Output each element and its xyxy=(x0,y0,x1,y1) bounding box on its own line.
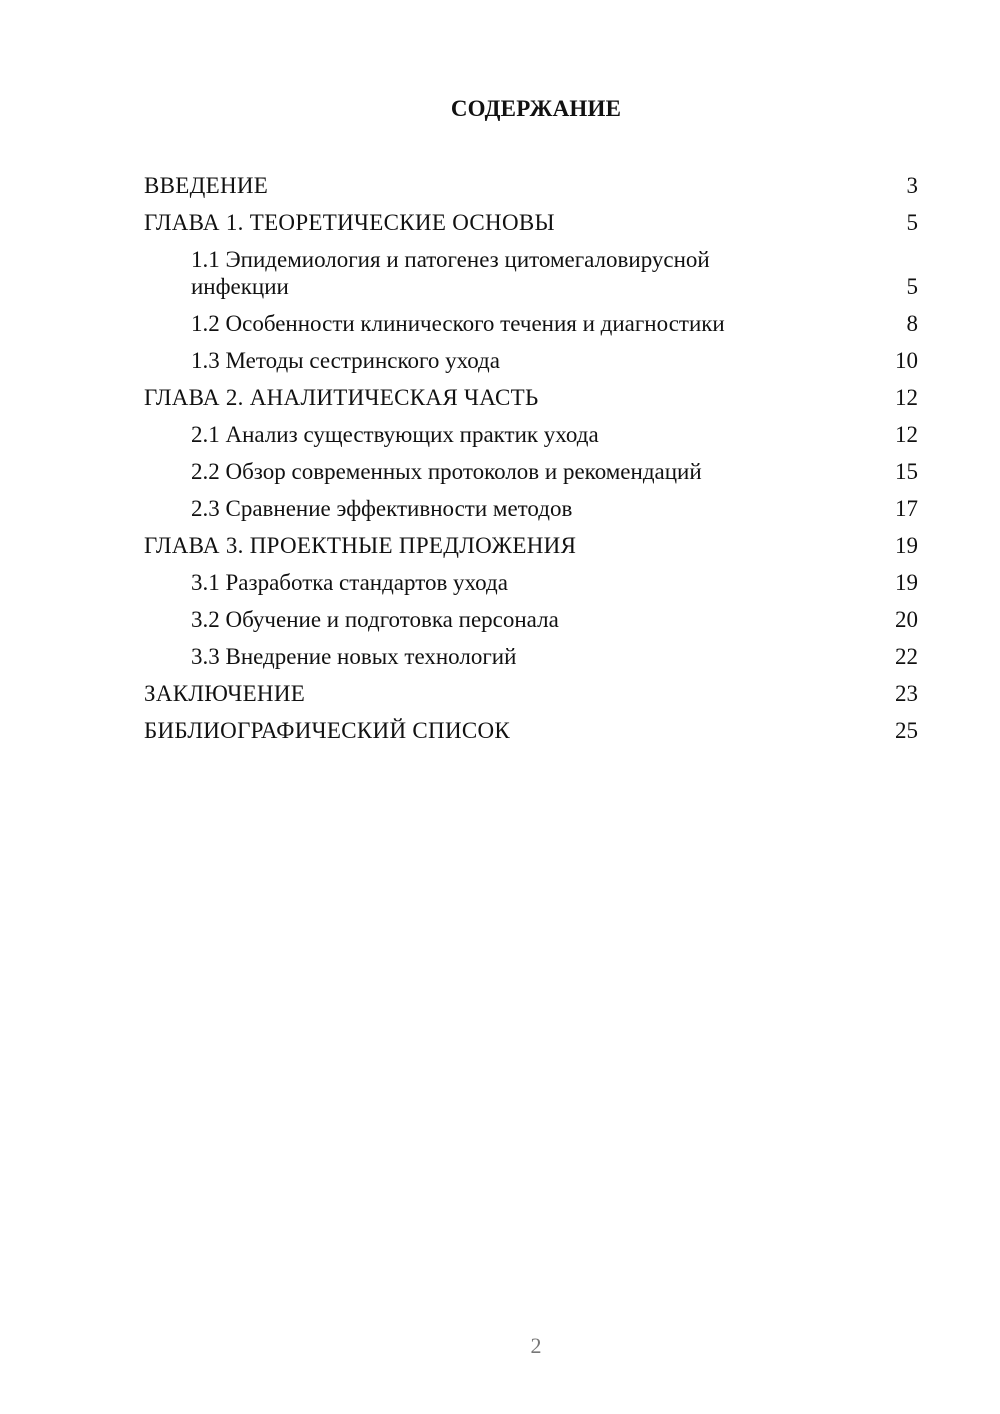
toc-entry-chapter-3[interactable] xyxy=(144,527,918,564)
toc-entry-chapter-2[interactable] xyxy=(144,379,918,416)
toc-entry-page: 25 xyxy=(895,718,918,743)
toc-entry-text: 2.2 Обзор современных протоколов и рекомендаций xyxy=(191,459,702,484)
toc-entry-page: 12 xyxy=(895,385,918,410)
toc-entry-text: БИБЛИОГРАФИЧЕСКИЙ СПИСОК xyxy=(144,718,511,743)
toc-entry-text: ГЛАВА 2. АНАЛИТИЧЕСКАЯ ЧАСТЬ xyxy=(144,385,539,410)
toc-entry-page: 3 xyxy=(906,173,918,198)
toc-entry-text: ГЛАВА 1. ТЕОРЕТИЧЕСКИЕ ОСНОВЫ xyxy=(144,210,555,235)
toc-entry-chapter-1[interactable] xyxy=(144,204,918,241)
table-of-contents xyxy=(144,167,918,749)
toc-entry-section-3-1[interactable] xyxy=(144,564,918,601)
toc-entry-page: 8 xyxy=(906,311,918,336)
toc-entry-page: 15 xyxy=(895,459,918,484)
toc-entry-section-1-3[interactable] xyxy=(144,342,918,379)
page-number: 2 xyxy=(530,1333,542,1358)
toc-entry-page: 22 xyxy=(895,644,918,669)
toc-entry-section-3-3[interactable] xyxy=(144,638,918,675)
toc-entry-text: 3.3 Внедрение новых технологий xyxy=(191,644,517,669)
toc-entry-section-1-2[interactable] xyxy=(144,305,918,342)
toc-entry-text: ГЛАВА 3. ПРОЕКТНЫЕ ПРЕДЛОЖЕНИЯ xyxy=(144,533,577,558)
toc-entry-text: 3.1 Разработка стандартов ухода xyxy=(191,570,508,595)
toc-entry-bibliography[interactable] xyxy=(144,712,918,749)
toc-entry-text: ЗАКЛЮЧЕНИЕ xyxy=(144,681,306,706)
toc-entry-page: 20 xyxy=(895,607,918,632)
toc-entry-page: 10 xyxy=(895,348,918,373)
toc-entry-text: ВВЕДЕНИЕ xyxy=(144,173,269,198)
page-title: СОДЕРЖАНИЕ xyxy=(450,96,622,121)
toc-entry-section-3-2[interactable] xyxy=(144,601,918,638)
toc-entry-text: 1.3 Методы сестринского ухода xyxy=(191,348,500,373)
toc-entry-page: 19 xyxy=(895,570,918,595)
toc-entry-section-2-3[interactable] xyxy=(144,490,918,527)
toc-entry-page: 19 xyxy=(895,533,918,558)
toc-entry-introduction[interactable] xyxy=(144,167,918,204)
toc-entry-page: 12 xyxy=(895,422,918,447)
toc-entry-page: 5 xyxy=(906,274,918,299)
toc-entry-page: 5 xyxy=(906,210,918,235)
toc-entry-page: 23 xyxy=(895,681,918,706)
toc-entry-text: 2.3 Сравнение эффективности методов xyxy=(191,496,573,521)
toc-entry-text: 1.1 Эпидемиология и патогенез цитомегаловирусной инфекции xyxy=(191,247,710,299)
toc-entry-text: 3.2 Обучение и подготовка персонала xyxy=(191,607,559,632)
toc-entry-text: 1.2 Особенности клинического течения и диагностики xyxy=(191,311,725,336)
toc-entry-section-2-2[interactable] xyxy=(144,453,918,490)
toc-entry-section-2-1[interactable] xyxy=(144,416,918,453)
toc-entry-page: 17 xyxy=(895,496,918,521)
toc-entry-section-1-1[interactable] xyxy=(144,241,918,305)
toc-entry-text: 2.1 Анализ существующих практик ухода xyxy=(191,422,599,447)
toc-entry-conclusion[interactable] xyxy=(144,675,918,712)
